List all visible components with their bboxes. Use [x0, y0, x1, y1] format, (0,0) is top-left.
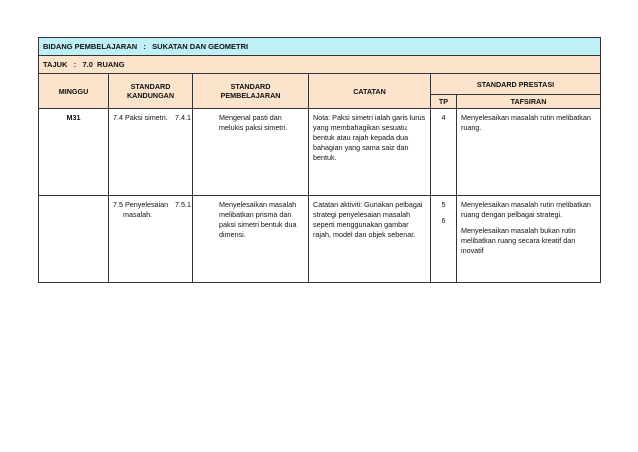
kandungan-text: 7.5 Penyelesaian masalah. — [113, 200, 169, 219]
header-standard-prestasi: STANDARD PRESTASI — [431, 74, 601, 95]
header-standard-pembelajaran: STANDARD PEMBELAJARAN — [193, 74, 309, 109]
standard-pembelajaran-cell — [175, 109, 309, 196]
header-minggu: MINGGU — [39, 74, 109, 109]
tajuk-label: TAJUK : 7.0 RUANG — [39, 56, 601, 74]
bidang-pembelajaran-label: BIDANG PEMBELAJARAN : SUKATAN DAN GEOMETRI — [39, 38, 601, 56]
tp-cell — [431, 196, 457, 283]
tafsiran-text: Menyelesaikan masalah bukan rutin melibatkan ruang secara kreatif dan inovatif — [461, 226, 576, 255]
tafsiran-text: Menyelesaikan masalah rutin melibatkan ruang dengan pelbagai strategi. — [461, 200, 591, 219]
header-tafsiran: TAFSIRAN — [457, 95, 601, 109]
header-tp: TP — [431, 95, 457, 109]
pembelajaran-text: Mengenal pasti dan melukis paksi simetri. — [219, 113, 288, 132]
catatan-cell: Nota: Paksi simetri ialah garis lurus yang membahagikan sesuatu bentuk atau rajah kepada dua bahagian yang sama saiz dan bentuk. — [309, 109, 431, 196]
table-row — [39, 196, 601, 283]
tp-value: 6 — [441, 216, 446, 225]
tafsiran-cell — [457, 196, 601, 283]
rpt-sheet — [38, 37, 600, 283]
pembelajaran-code: 7.5.1 — [175, 200, 191, 209]
tafsiran-text: Menyelesaikan masalah rutin melibatkan ruang. — [461, 113, 591, 132]
tajuk-row — [39, 56, 601, 74]
header-row-1 — [39, 74, 601, 95]
bidang-row — [39, 38, 601, 56]
header-standard-kandungan: STANDARD KANDUNGAN — [109, 74, 193, 109]
pembelajaran-text: Menyelesaikan masalah melibatkan prisma dan paksi simetri bentuk dua dimensi. — [219, 200, 297, 239]
minggu-cell: M31 — [39, 109, 109, 196]
header-catatan: CATATAN — [309, 74, 431, 109]
rpt-table — [38, 37, 601, 283]
tafsiran-cell — [457, 109, 601, 196]
minggu-cell — [39, 196, 109, 283]
table-row — [39, 109, 601, 196]
tp-value: 5 — [441, 200, 446, 209]
standard-pembelajaran-cell — [175, 196, 309, 283]
tp-value: 4 — [441, 113, 446, 122]
tp-cell — [431, 109, 457, 196]
standard-kandungan-cell: 7.4 Paksi simetri. — [109, 109, 193, 196]
pembelajaran-code: 7.4.1 — [175, 113, 191, 122]
catatan-cell: Catatan aktiviti: Gunakan pelbagai strategi penyelesaian masalah seperti menggunakan gambar rajah, model dan objek sebenar. — [309, 196, 431, 283]
